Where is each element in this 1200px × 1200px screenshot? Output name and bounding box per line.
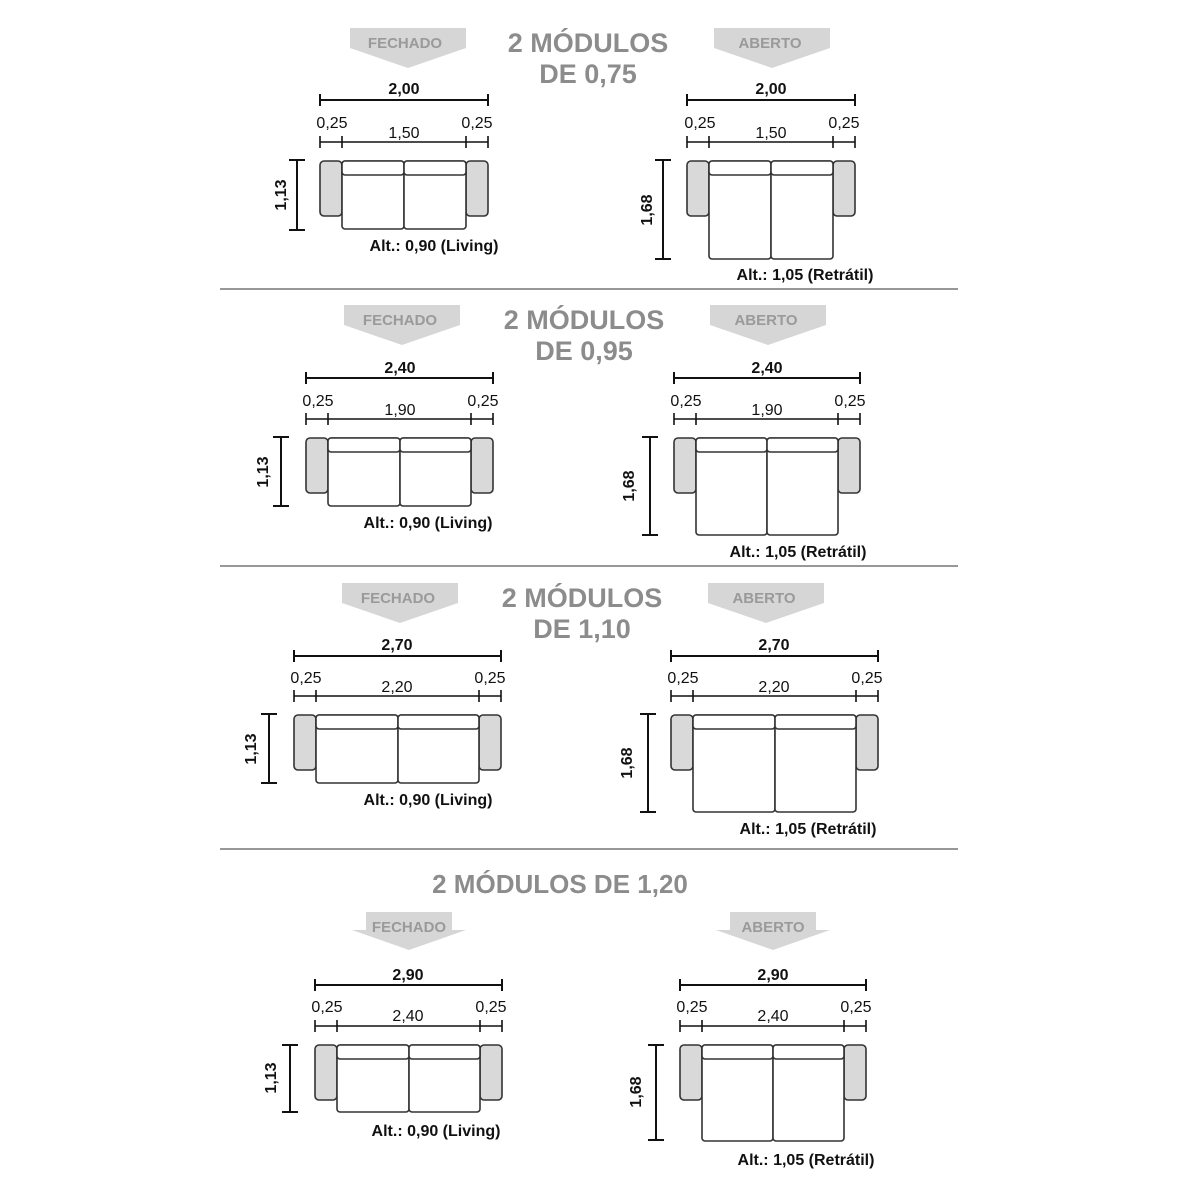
arm-left xyxy=(294,715,316,770)
backrest-2 xyxy=(400,438,471,452)
section-2-modulos-120 xyxy=(263,869,874,1169)
seat-width-label: 1,90 xyxy=(384,402,416,419)
arm-right xyxy=(466,161,488,216)
svg-text:ABERTO: ABERTO xyxy=(741,919,805,936)
backrest-1 xyxy=(337,1045,409,1059)
closed-badge xyxy=(352,912,466,950)
backrest-1 xyxy=(328,438,400,452)
open-badge xyxy=(708,583,824,623)
backrest-1 xyxy=(342,161,404,175)
svg-text:FECHADO: FECHADO xyxy=(371,919,447,936)
arm-right xyxy=(838,438,860,493)
seat-width-label: 1,50 xyxy=(755,125,787,142)
section-title-line-2: DE 0,95 xyxy=(535,336,633,366)
arm-right-label: 0,25 xyxy=(828,115,860,132)
arm-left-label: 0,25 xyxy=(311,999,343,1016)
seat-width-label: 2,40 xyxy=(757,1008,789,1025)
section-title-line-2: DE 1,10 xyxy=(533,614,631,644)
svg-text:ABERTO: ABERTO xyxy=(732,590,796,607)
depth-label: 1,68 xyxy=(619,747,636,779)
backrest-2 xyxy=(773,1045,844,1059)
depth-label: 1,68 xyxy=(621,470,638,502)
arm-left-label: 0,25 xyxy=(676,999,708,1016)
closed-sofa-diagram xyxy=(243,637,506,809)
backrest-2 xyxy=(771,161,833,175)
total-width-label: 2,90 xyxy=(392,967,424,984)
arm-right-label: 0,25 xyxy=(851,670,883,687)
height-note: Alt.: 0,90 (Living) xyxy=(363,792,493,809)
total-width-label: 2,70 xyxy=(381,637,413,654)
backrest-2 xyxy=(404,161,466,175)
height-note: Alt.: 0,90 (Living) xyxy=(363,515,493,532)
arm-right xyxy=(471,438,493,493)
height-note: Alt.: 0,90 (Living) xyxy=(369,238,499,255)
open-sofa-diagram xyxy=(619,637,883,838)
arm-right-label: 0,25 xyxy=(474,670,506,687)
section-2-modulos-095 xyxy=(220,304,958,566)
arm-right-label: 0,25 xyxy=(467,393,499,410)
arm-left xyxy=(320,161,342,216)
total-width-label: 2,90 xyxy=(757,967,789,984)
closed-badge xyxy=(342,583,458,623)
arm-left-label: 0,25 xyxy=(302,393,334,410)
open-sofa-diagram xyxy=(639,81,873,284)
depth-label: 1,13 xyxy=(255,456,272,488)
depth-label: 1,13 xyxy=(273,179,290,211)
arm-right-label: 0,25 xyxy=(840,999,872,1016)
seat-width-label: 1,90 xyxy=(751,402,783,419)
backrest-1 xyxy=(702,1045,773,1059)
arm-left xyxy=(680,1045,702,1100)
backrest-1 xyxy=(316,715,398,729)
seat-width-label: 2,20 xyxy=(381,679,413,696)
depth-label: 1,13 xyxy=(263,1062,280,1094)
depth-label: 1,13 xyxy=(243,733,260,765)
arm-left xyxy=(306,438,328,493)
open-badge xyxy=(710,305,826,345)
section-title-line-1: 2 MÓDULOS xyxy=(501,583,663,613)
arm-right xyxy=(480,1045,502,1100)
seat-width-label: 2,20 xyxy=(758,679,790,696)
height-note: Alt.: 1,05 (Retrátil) xyxy=(736,267,874,284)
arm-left xyxy=(687,161,709,216)
section-title-line-1: 2 MÓDULOS xyxy=(507,28,669,58)
arm-right xyxy=(844,1045,866,1100)
arm-left xyxy=(671,715,693,770)
section-title-line-1: 2 MÓDULOS xyxy=(503,305,665,335)
svg-text:FECHADO: FECHADO xyxy=(360,590,436,607)
total-width-label: 2,40 xyxy=(751,360,783,377)
svg-text:ABERTO: ABERTO xyxy=(734,312,798,329)
svg-text:FECHADO: FECHADO xyxy=(362,312,438,329)
arm-right xyxy=(856,715,878,770)
arm-right-label: 0,25 xyxy=(475,999,507,1016)
open-badge xyxy=(714,28,830,68)
arm-left-label: 0,25 xyxy=(316,115,348,132)
closed-sofa-diagram xyxy=(263,967,507,1140)
arm-right xyxy=(833,161,855,216)
arm-right xyxy=(479,715,501,770)
open-sofa-diagram xyxy=(628,967,874,1169)
backrest-2 xyxy=(398,715,479,729)
total-width-label: 2,00 xyxy=(388,81,420,98)
total-width-label: 2,00 xyxy=(755,81,787,98)
backrest-1 xyxy=(709,161,771,175)
backrest-2 xyxy=(767,438,838,452)
height-note: Alt.: 0,90 (Living) xyxy=(371,1123,501,1140)
arm-left xyxy=(315,1045,337,1100)
closed-badge xyxy=(350,28,466,68)
backrest-2 xyxy=(775,715,856,729)
closed-sofa-diagram xyxy=(273,81,498,255)
height-note: Alt.: 1,05 (Retrátil) xyxy=(737,1152,875,1169)
section-title-line-2: DE 0,75 xyxy=(539,59,637,89)
section-2-modulos-110 xyxy=(220,582,958,849)
total-width-label: 2,40 xyxy=(384,360,416,377)
total-width-label: 2,70 xyxy=(758,637,790,654)
arm-left-label: 0,25 xyxy=(667,670,699,687)
arm-right-label: 0,25 xyxy=(834,393,866,410)
depth-label: 1,68 xyxy=(639,194,656,226)
depth-label: 1,68 xyxy=(628,1076,645,1108)
open-badge xyxy=(716,912,830,950)
svg-text:ABERTO: ABERTO xyxy=(738,35,802,52)
section-title: 2 MÓDULOS DE 1,20 xyxy=(432,869,688,899)
arm-left-label: 0,25 xyxy=(290,670,322,687)
arm-left-label: 0,25 xyxy=(684,115,716,132)
seat-width-label: 1,50 xyxy=(388,125,420,142)
backrest-2 xyxy=(409,1045,480,1059)
open-sofa-diagram xyxy=(621,360,866,561)
arm-left-label: 0,25 xyxy=(670,393,702,410)
backrest-1 xyxy=(696,438,767,452)
height-note: Alt.: 1,05 (Retrátil) xyxy=(739,821,877,838)
arm-right-label: 0,25 xyxy=(461,115,493,132)
section-2-modulos-075 xyxy=(220,27,958,289)
closed-badge xyxy=(344,305,460,345)
svg-text:FECHADO: FECHADO xyxy=(367,35,443,52)
backrest-1 xyxy=(693,715,775,729)
arm-left xyxy=(674,438,696,493)
seat-width-label: 2,40 xyxy=(392,1008,424,1025)
height-note: Alt.: 1,05 (Retrátil) xyxy=(729,544,867,561)
closed-sofa-diagram xyxy=(255,360,499,532)
